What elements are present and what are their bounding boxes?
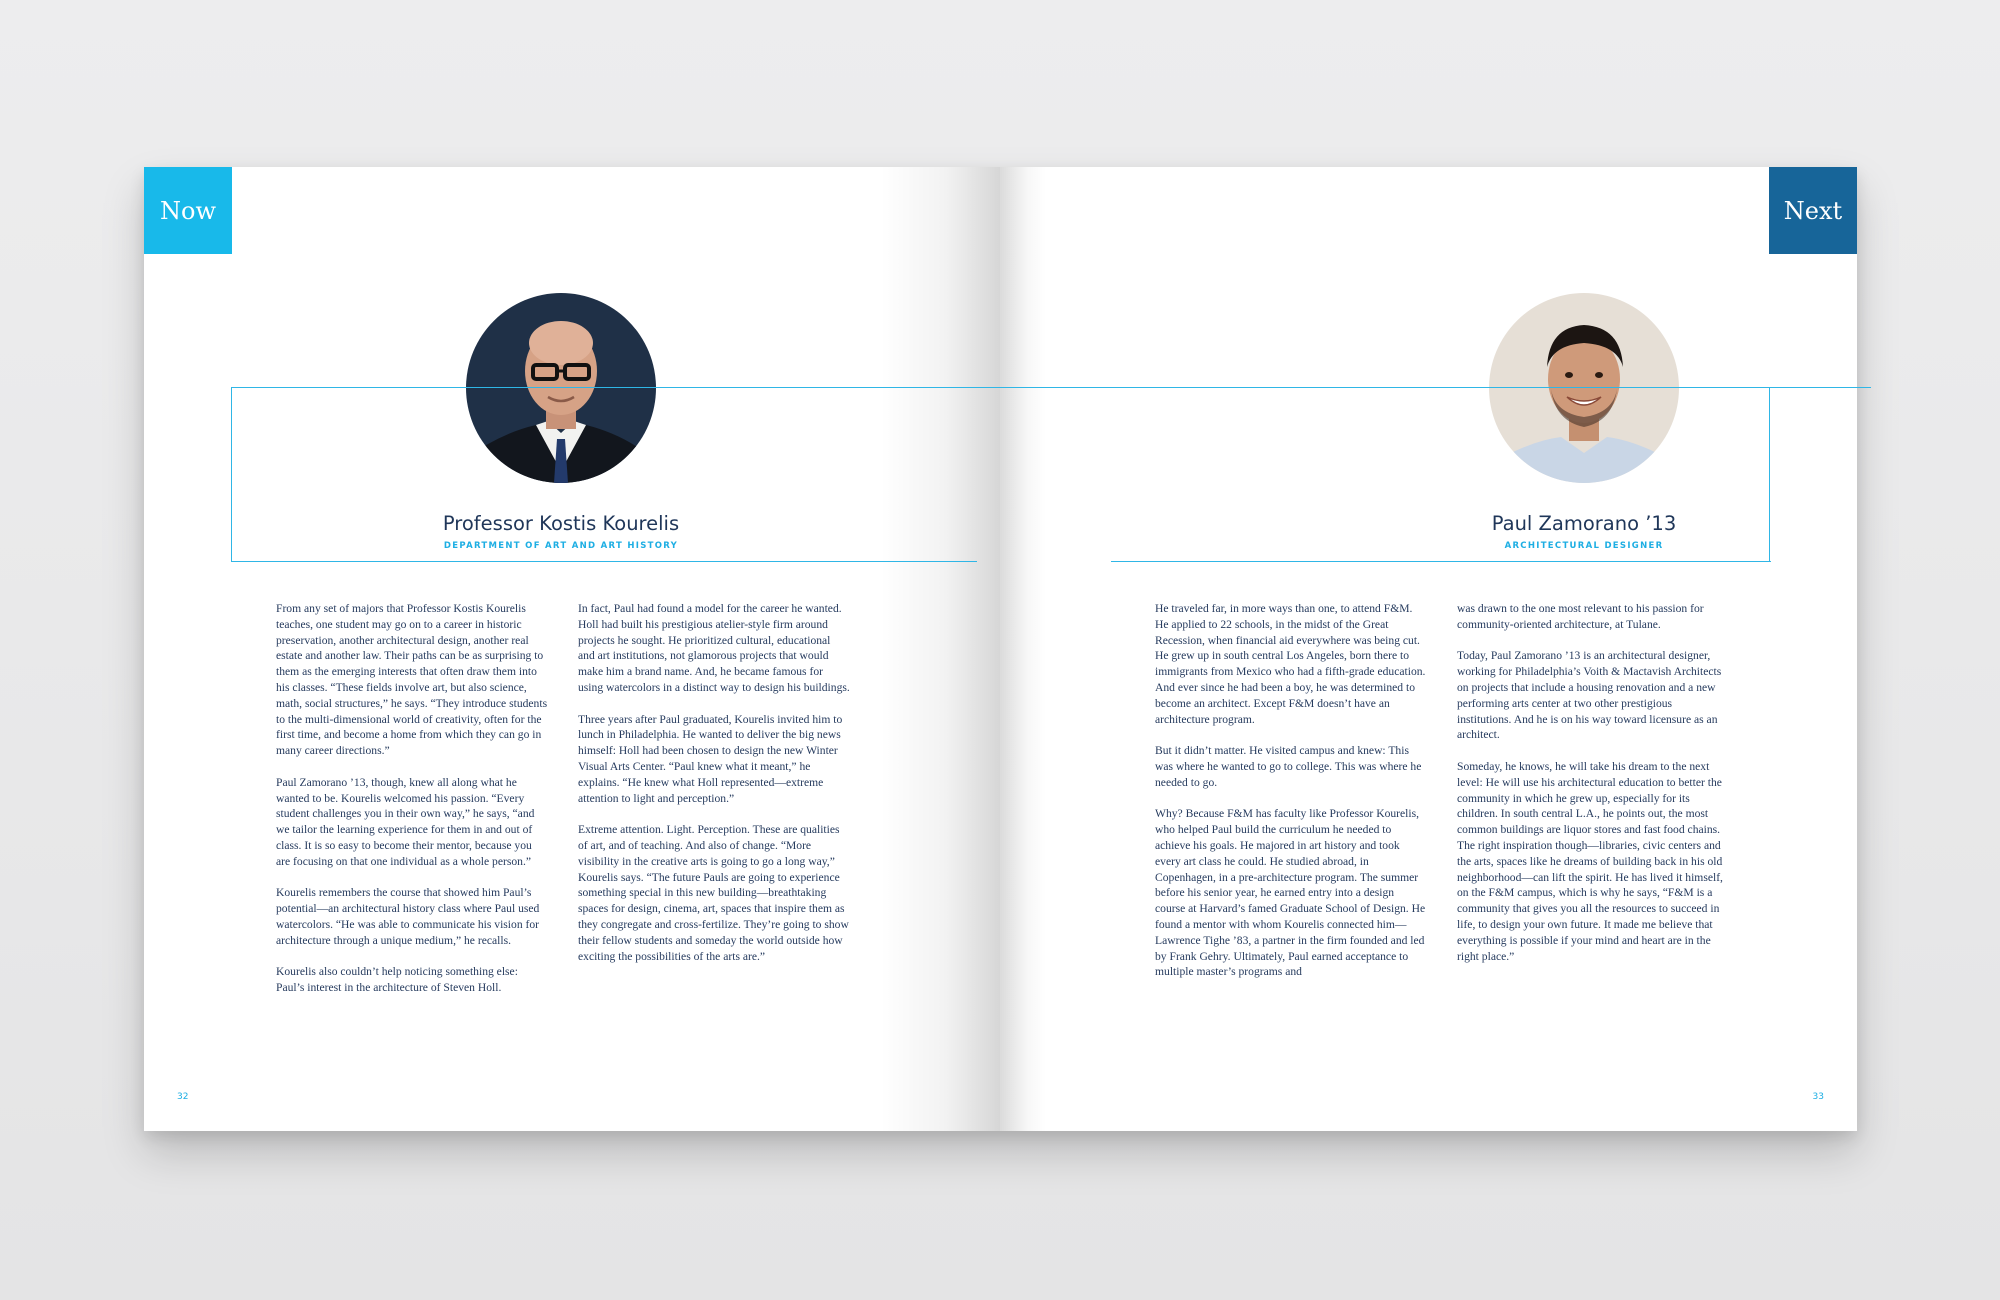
paragraph: Why? Because F&M has faculty like Professor Kourelis, who helped Paul build the curriculum he needed to achieve his goals. He majored in art history and took every art class he could. He studied abroad, in Copenhagen, in a pre-architecture program. The summer before his senior year, he earned entry into a design course at Harvard’s famed Graduate School of Design. He found a mentor with whom Kourelis connected him—Lawrence Tighe ’83, a partner in the firm founded and led by Frank Gehry. Ultimately, Paul earned acceptance to multiple master’s programs and	[1155, 807, 1426, 979]
paragraph: Extreme attention. Light. Perception. These are qualities of art, and of teaching. And also of change. “More visibility in the creative arts is going to go a long way,” Kourelis says. “The future Pauls are going to experience something special in this new building—breathtaking spaces for design, cinema, art, spaces that inspire them as they congregate and cross-fertilize. They’re going to show their fellow students and someday the world outside how exciting the possibilities of the arts are.”	[578, 823, 849, 963]
right-page-number: 33	[1812, 1092, 1824, 1102]
right-person-name: Paul Zamorano ’13	[1491, 512, 1677, 535]
gutter-shadow	[880, 167, 1000, 1131]
now-tab: Now	[144, 167, 232, 254]
paragraph: Today, Paul Zamorano ’13 is an architectural designer, working for Philadelphia’s Voith & Mactavish Architects on projects that include a housing renovation and a new performing arts center at two other prestigious institutions. And he is on his way toward licensure as an architect.	[1457, 649, 1722, 742]
zamorano-portrait	[1489, 293, 1679, 483]
left-column-1	[276, 601, 548, 1012]
portrait-image-icon	[1489, 293, 1679, 483]
paragraph: But it didn’t matter. He visited campus and knew: This was where he wanted to go to college. This was where he needed to go.	[1155, 744, 1422, 789]
paragraph: Three years after Paul graduated, Kourelis invited him to lunch in Philadelphia. He wanted to deliver the big news himself: Holl had been chosen to design the new Winter Visual Arts Center. “Paul knew what it meant,” he explains. “He knew what Holl represented—extreme attention to light and perception.”	[578, 712, 843, 805]
paragraph: Paul Zamorano ’13, though, knew all along what he wanted to be. Kourelis welcomed his passion. “Every student challenges you in their own way,” he says, “and we tailor the learning experience for them in and out of class. It is so easy to become their mentor, because you are focusing on that one individual as a whole person.”	[276, 775, 535, 868]
left-page	[144, 167, 1000, 1131]
left-bottom-rule	[231, 561, 977, 562]
kourelis-portrait	[466, 293, 656, 483]
portrait-image-icon	[466, 293, 656, 483]
right-column-2	[1457, 601, 1729, 980]
paragraph: Kourelis also couldn’t help noticing something else: Paul’s interest in the architecture of Steven Holl.	[276, 965, 518, 995]
frame-right-vertical	[1769, 387, 1770, 562]
paragraph: From any set of majors that Professor Kostis Kourelis teaches, one student may go on to a career in historic preservation, another architectural design, another real estate and another law. Their paths can be as surprising to them as the emerging interests that often draw them into his classes. “These fields involve art, but also science, math, social structures,” he says. “They introduce students to the multi-dimensional world of creativity, often for the first time, and become a home from which they can go in many career directions.”	[276, 602, 548, 758]
paragraph: was drawn to the one most relevant to his passion for community-oriented architecture, at Tulane.	[1457, 602, 1704, 631]
left-column-2	[578, 601, 850, 980]
paragraph: Kourelis remembers the course that showed him Paul’s potential—an architectural history class where Paul used watercolors. “He was able to communicate his vision for architecture through a unique medium,” he recalls.	[276, 886, 540, 947]
paragraph: In fact, Paul had found a model for the career he wanted. Holl had built his prestigious atelier-style firm around projects he sought. He prioritized cultural, educational and art institutions, not glamorous projects that would make him a brand name. And, he became famous for using watercolors in a distinct way to design his buildings.	[578, 602, 850, 694]
left-person-role: DEPARTMENT OF ART AND ART HISTORY	[443, 541, 679, 551]
gutter-shadow	[1000, 167, 1046, 1131]
right-page	[1000, 167, 1857, 1131]
magazine-spread	[144, 167, 1857, 1131]
frame-top-rule	[231, 387, 1871, 388]
next-tab: Next	[1769, 167, 1857, 254]
right-person-role: ARCHITECTURAL DESIGNER	[1504, 541, 1664, 551]
right-column-1	[1155, 601, 1427, 996]
left-page-number: 32	[177, 1092, 189, 1102]
paragraph: He traveled far, in more ways than one, to attend F&M. He applied to 22 schools, in the midst of the Great Recession, when financial aid everywhere was being cut. He grew up in south central Los Angeles, born there to immigrants from Mexico who had a fifth-grade education. And ever since he had been a boy, he was determined to become an architect. Except F&M doesn’t have an architecture program.	[1155, 602, 1426, 726]
paragraph: Someday, he knows, he will take his dream to the next level: He will use his architectural education to better the community in which he grew up, especially for its children. In south central L.A., he points out, the most common buildings are liquor stores and fast food chains. The right inspiration though—libraries, civic centers and the arts, spaces like he dreams of building back in his old neighborhood—can lift the spirit. He has lived it himself, on the F&M campus, which is why he says, “F&M is a community that gives you all the resources to succeed in life, to design your own future. It made me believe that everything is possible if your mind and heart are in the right place.”	[1457, 759, 1723, 963]
frame-left-vertical	[231, 387, 232, 562]
left-person-name: Professor Kostis Kourelis	[442, 512, 680, 535]
right-bottom-rule	[1111, 561, 1771, 562]
